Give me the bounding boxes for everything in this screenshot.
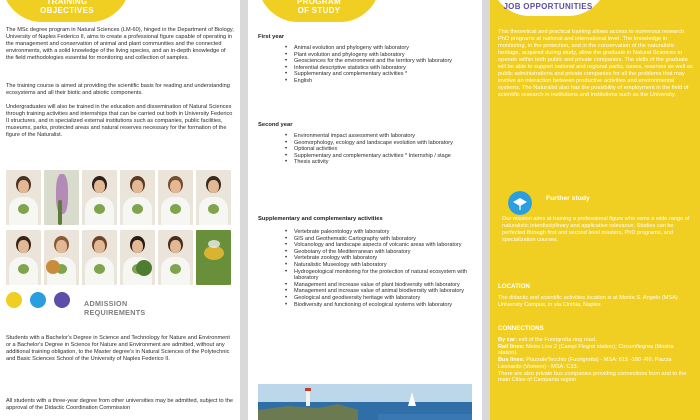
training-paragraph: The training course is aimed at providing the scientific basis for reading and understanding ecosystems and all their biotic and abiotic components. (6, 83, 230, 96)
intro-paragraph: The MSc degree program in Natural Sciences (LM-60), hinged in the Department of Biology, University of Naples Federico II, aims to create a professional figure capable of operating in the management and conservation of animal and plant communities and the connected environments, with a solid knowledge of the living species, and an in-depth knowledge of the field methodologies essential for monitoring and collection of samples. (6, 27, 234, 61)
student-photo (158, 230, 193, 285)
bus-line: Bus lines: PiazzaleTecchio (Fuorigrotta) - MSA: 615 -180 -R6; Piazza Leonardo (Vomero) - MSA: C33. (498, 357, 672, 370)
undergrad-paragraph: Undergraduates will also be trained in the education and dissemination of Natural Sciences through training activities and internships that can be carried out both in University Federico II structures, and in specialized external institutions such as companies, public facilities, museums, parks, protected areas and natural reserves necessary for the formation of the figure of the Naturalist. (6, 104, 233, 138)
student-photo (82, 230, 117, 285)
list-item: • Thesis activity (284, 159, 478, 166)
list-item: • Optional activities (284, 146, 478, 153)
list-item: • Management and increase value of plant biodiversity with laboratory (284, 282, 478, 289)
car-line: By car: exit of the Fuorigrotta ring road. (498, 337, 597, 343)
list-item: • Vertebrate paleontology with laboratory (284, 229, 478, 236)
list-item: • Biodiversity and functioning of ecological systems with laboratory (284, 302, 478, 309)
list-item: • Geomorphology, ecology and landscape evolution with laboratory (284, 140, 478, 147)
private-bus-line: There are also private bus companies providing connections from and to the main Cities of Campania region (498, 370, 687, 384)
list-item: • Environmental impact assessment with laboratory (284, 133, 478, 140)
list-item: • Naturalistic Museology with laboratory (284, 262, 478, 269)
list-item: • Geological and geodiversity heritage with laboratory (284, 295, 478, 302)
decorative-dots (6, 292, 76, 310)
further-study-paragraph: Our mission aims at training a professional figure who owns a wide range of naturalistic interdisciplinary and applicative relevance. Studies can be perfected through first and second level masters, PhD programs, and specialization courses. (502, 216, 690, 243)
list-item: • English (284, 78, 478, 85)
first-year-title: First year (258, 34, 285, 40)
second-year-title: Second year (258, 122, 293, 128)
job-opportunities-panel (490, 0, 700, 420)
supplementary-list (284, 229, 478, 308)
training-objectives-panel (0, 0, 240, 420)
coastal-landscape-photo (258, 384, 472, 420)
job-paragraph: This theoretical and practical training allows access to numerous research PhD programs at national and international level. The knowledge in monitoring, in the protection, and in the conservation of the naturalistic heritage, acquired during study, allow the graduate in Natural Sciences to operate within both public and private companies. The skills of the graduate will be able to support national and regional parks, oases, reserves as well as public administrations and private companies for all the problems that may involve an interaction between productive activities and environmental systems. The Naturalist also has the possibility of employment in the field of scientific research in institutions and institutions such as the University. (498, 29, 693, 98)
further-study-title: Further study (546, 195, 590, 202)
supplementary-title: Supplementary and complementary activities (258, 216, 383, 222)
program-of-study-title: PROGRAM OF STUDY (297, 0, 341, 15)
connections-paragraph (498, 337, 694, 384)
connections-title: CONNECTIONS (498, 325, 544, 332)
admission-paragraph-2: All students with a three-year degree from other universities may be admitted, subject to the approval of the Didactic Coordination Commission (6, 398, 233, 411)
list-item: • Animal evolution and phylogeny with laboratory (284, 45, 478, 52)
column-separator (482, 0, 490, 420)
student-photo (6, 170, 41, 225)
list-item: • Volcanology and landscape aspects of volcanic areas with laboratory (284, 242, 478, 249)
bee-photo (196, 230, 231, 285)
admission-title: ADMISSION REQUIREMENTS (84, 299, 146, 317)
column-separator (240, 0, 248, 420)
program-of-study-panel (248, 0, 482, 420)
list-item: • Supplementary and complementary activities * (284, 71, 478, 78)
list-item: • Management and increase value of animal biodiversity with laboratory (284, 288, 478, 295)
list-item: • Inferential descriptive statistics with laboratory (284, 65, 478, 72)
student-photo (120, 170, 155, 225)
list-item: • Plant evolution and phylogeny with laboratory (284, 52, 478, 59)
list-item: • GIS and Geothematic Cartography with laboratory (284, 236, 478, 243)
student-photo (6, 230, 41, 285)
training-objectives-title: TRAINING OBJECTIVES (40, 0, 94, 15)
location-paragraph: The didactic and scientific activities location is at Monte S. Angelo (MSA) University Campus, in via Cinthia, Naples (498, 295, 678, 308)
student-photo (196, 170, 231, 225)
graduation-icon (508, 191, 532, 215)
list-item: • Geosciences for the environment and the territory with laboratory (284, 58, 478, 65)
admission-paragraph-1: Students with a Bachelor's Degree in Science and Technology for Nature and Environment or a Bachelor's Degree in Science for Nature and Environment are admitted, without any additional training obligation, to the Master degree's in Natural Sciences of the Polytechnic and Basic Sciences School of the University of Naples Federico II. (6, 335, 230, 362)
student-photo (158, 170, 193, 225)
student-photo (82, 170, 117, 225)
job-opportunities-title: JOB OPPORTUNITIES (503, 2, 593, 11)
rail-line: Rail lines: Metro Line 2 (Campi Flegrei station); Circumflegrea (Mostra station). (498, 343, 674, 357)
first-year-list (284, 45, 478, 85)
list-item: • Vertebrate zoology with laboratory (284, 255, 478, 262)
list-item: • Geobotany of the Mediterranean with laboratory (284, 249, 478, 256)
list-item: • Supplementary and complementary activities * Internship / stage (284, 153, 478, 160)
student-photo (120, 230, 155, 285)
orchid-photo (44, 170, 79, 225)
students-photo-grid (6, 170, 236, 288)
student-photo (44, 230, 79, 285)
location-title: LOCATION (498, 283, 530, 290)
list-item: • Hydrogeological monitoring for the protection of natural ecosystem with laboratory (284, 269, 478, 282)
further-study-block (490, 191, 700, 420)
second-year-list (284, 133, 478, 166)
